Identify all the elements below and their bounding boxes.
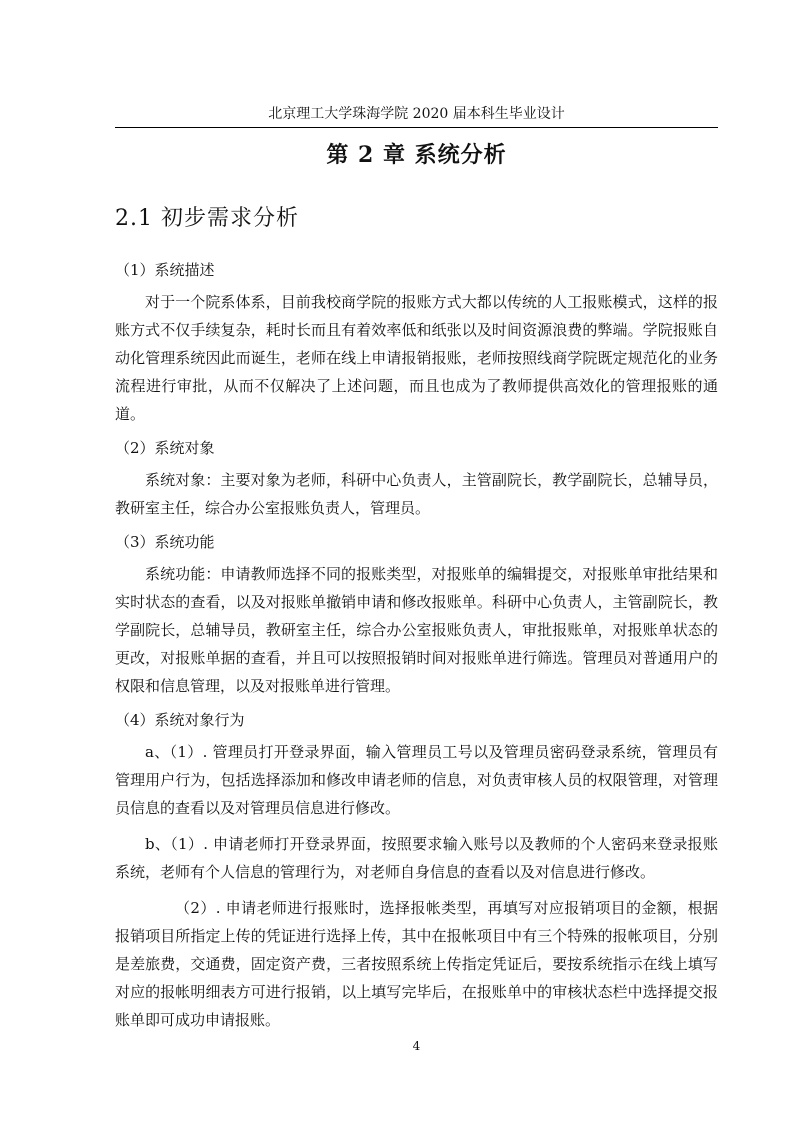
chapter-title: 第 2 章 系统分析	[326, 142, 507, 168]
paragraph-description: 对于一个院系体系，目前我校商学院的报账方式大都以传统的人工报账模式，这样的报账方式不仅手续复杂，耗时长而且有着效率低和纸张以及时间资源浪费的弊端。学院报账自动化管理系统因此而诞生，老师在线上申请报销报账，老师按照线商学院既定规范化的业务流程进行审批，从而不仅解决了上述问题，而且也成为了教师提供高效化的管理报账的通道。	[115, 293, 718, 423]
body-content	[115, 256, 718, 1034]
paragraph-functions: 系统功能：申请教师选择不同的报账类型，对报账单的编辑提交，对报账单审批结果和实时状态的查看，以及对报账单撤销申请和修改报账单。科研中心负责人，主管副院长，教学副院长，总辅导员，教研室主任，综合办公室报账负责人，审批报账单，对报账单状态的更改，对报账单据的查看，并且可以按照报销时间对报账单进行筛选。管理员对普通用户的权限和信息管理，以及对报账单进行管理。	[115, 565, 718, 695]
item-heading-description: （1）系统描述	[115, 261, 215, 279]
paragraph-behavior-teacher-login: b、（1）. 申请老师打开登录界面，按照要求输入账号以及教师的个人密码来登录报账系统，老师有个人信息的管理行为，对老师自身信息的查看以及对信息进行修改。	[115, 835, 718, 881]
section-title: 2.1 初步需求分析	[115, 206, 299, 231]
item-heading-functions: （3）系统功能	[115, 533, 215, 551]
paragraph-behavior-admin: a、（1）. 管理员打开登录界面，输入管理员工号以及管理员密码登录系统，管理员有管理用户行为，包括选择添加和修改申请老师的信息，对负责审核人员的权限管理，对管理员信息的查看以及对管理员信息进行修改。	[115, 743, 718, 817]
paragraph-behavior-teacher-reimburse: （2）. 申请老师进行报账时，选择报帐类型，再填写对应报销项目的金额，根据报销项目所指定上传的凭证进行选择上传，其中在报帐项目中有三个特殊的报帐项目，分别是差旅费，交通费，固定资产费，三者按照系统上传指定凭证后，要按系统指示在线上填写对应的报帐明细表方可进行报销，以上填写完毕后，在报账单中的审核状态栏中选择提交报账单即可成功申请报账。	[115, 899, 718, 1029]
page-header: 北京理工大学珠海学院 2020 届本科生毕业设计	[268, 106, 565, 122]
header-rule	[115, 127, 718, 128]
page-number: 4	[412, 1039, 421, 1053]
paragraph-objects: 系统对象：主要对象为老师，科研中心负责人，主管副院长，教学副院长，总辅导员，教研室主任，综合办公室报账负责人，管理员。	[115, 471, 718, 517]
item-heading-behaviors: （4）系统对象行为	[115, 711, 245, 729]
item-heading-objects: （2）系统对象	[115, 439, 215, 457]
